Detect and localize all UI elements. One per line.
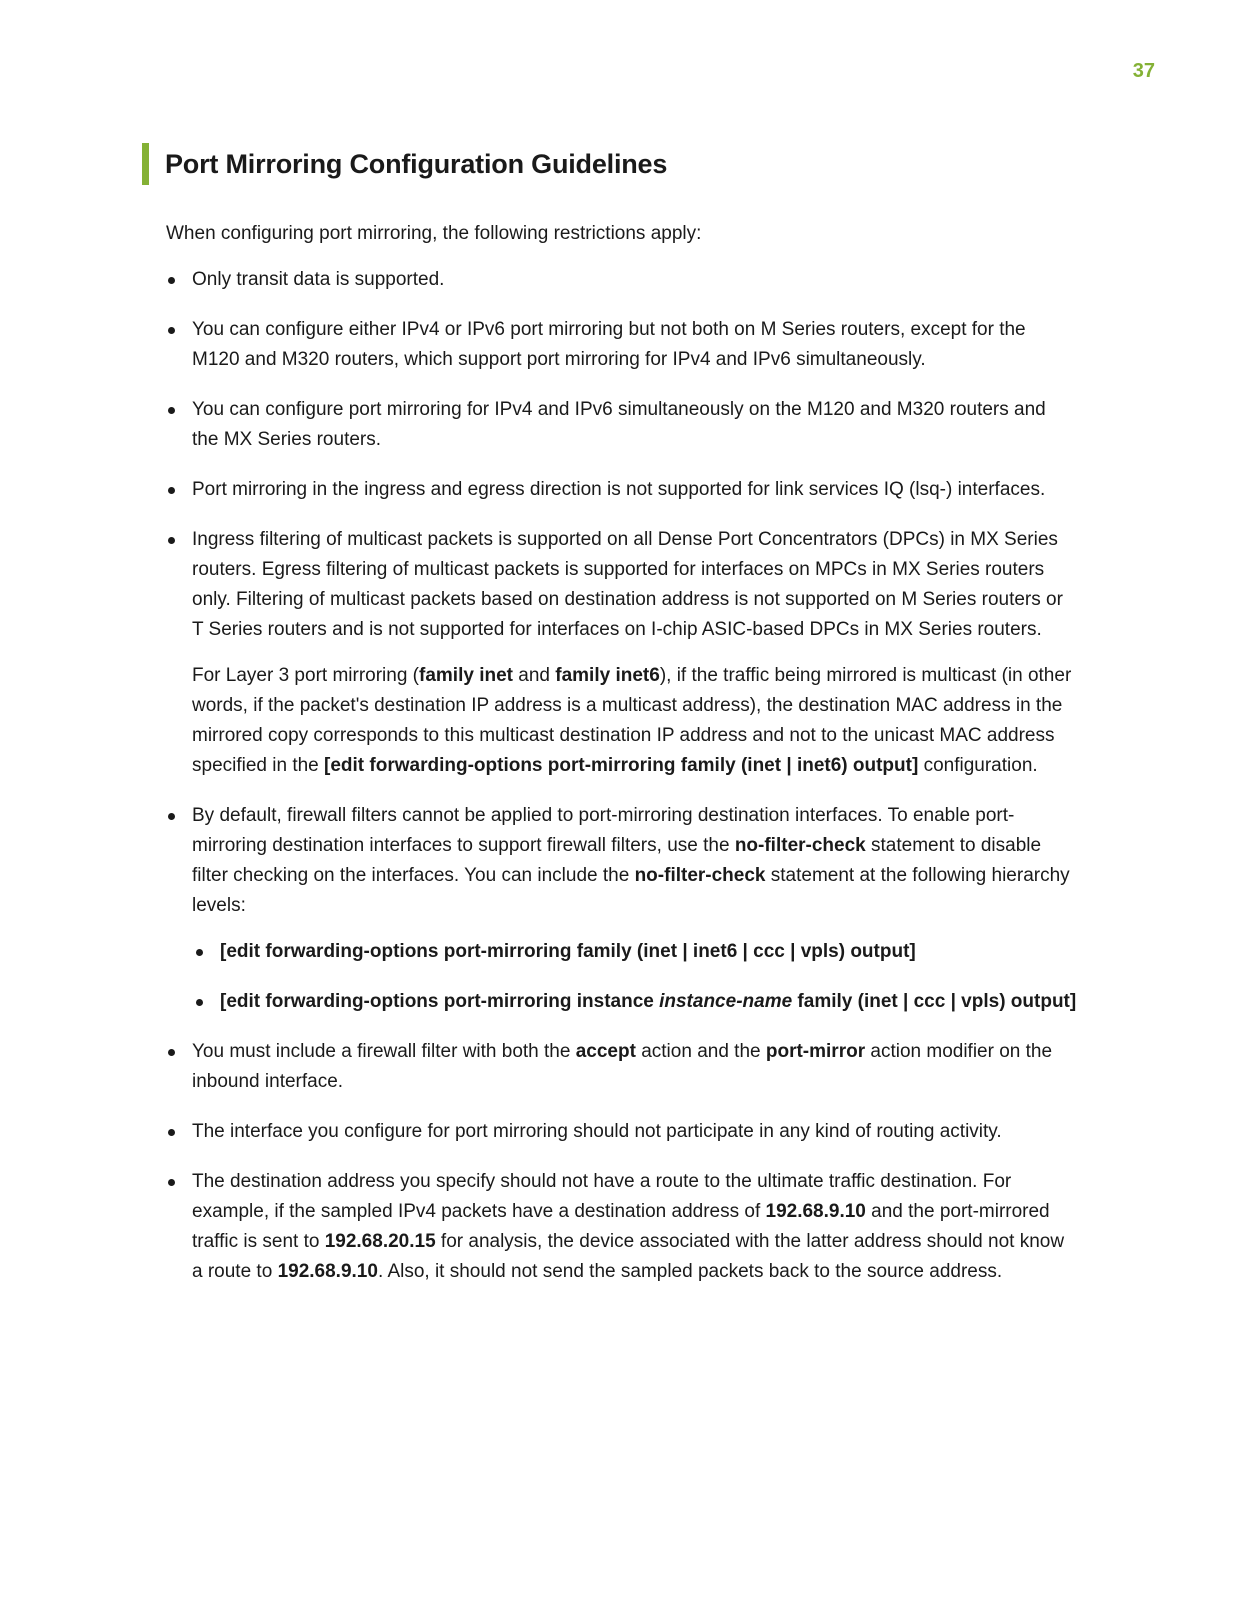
text-run: For Layer 3 port mirroring ( (192, 665, 420, 686)
list-item (166, 395, 1076, 455)
list-item (166, 801, 1076, 1017)
text-run: action and the (635, 1041, 766, 1062)
list-item-text: Ingress filtering of multicast packets is supported on all Dense Port Concentrators (DPCs) in MX Series routers. Egress filtering of multicast packets is supported for interfaces on MPCs in MX Series routers only. Filtering of multicast packets based on destination address is not supported on M Series routers or T Series routers and is not supported for interfaces on I-chip ASIC-based DPCs in MX Series routers. (192, 529, 1063, 640)
text-run: for analysis, the device associated with the latter address should not know a route to (192, 1231, 1065, 1282)
ip-address: 192.68.20.15 (324, 1231, 436, 1252)
list-item-text: Only transit data is supported. (192, 269, 445, 290)
restrictions-list (166, 265, 1076, 1287)
placeholder-variable: instance-name (659, 991, 793, 1012)
keyword: no-filter-check (634, 865, 766, 886)
section-heading (142, 143, 667, 185)
keyword: port-mirror (765, 1041, 866, 1062)
text-run: ), if the traffic being mirrored is multicast (in other words, if the packet's destination IP address is a multicast address), the destination MAC address in the mirrored copy corresponds to this multicast destination IP address and not to the unicast MAC address specified in the (192, 665, 1072, 776)
list-item (166, 315, 1076, 375)
list-item (166, 1037, 1076, 1097)
text-run: action modifier on the inbound interface. (192, 1041, 1053, 1092)
text-run: and the port-mirrored traffic is sent to (192, 1201, 1050, 1252)
list-item-text: Port mirroring in the ingress and egress direction is not supported for link services IQ (lsq-) interfaces. (192, 479, 1046, 500)
keyword: family inet6 (555, 665, 660, 686)
keyword: no-filter-check (734, 835, 866, 856)
config-statement: [edit forwarding-options port-mirroring family (inet | inet6 | ccc | vpls) output] (220, 941, 916, 962)
config-statement: family (inet | ccc | vpls) output] (792, 991, 1077, 1012)
hierarchy-levels-list (192, 937, 1076, 1017)
keyword: accept (575, 1041, 636, 1062)
list-item (166, 1117, 1076, 1147)
keyword: family inet (419, 665, 513, 686)
list-item (166, 525, 1076, 781)
text-run: The destination address you specify should not have a route to the ultimate traffic destination. For example, if the sampled IPv4 packets have a destination address of (192, 1171, 1012, 1222)
list-item-text: You can configure either IPv4 or IPv6 port mirroring but not both on M Series routers, except for the M120 and M320 routers, which support port mirroring for IPv4 and IPv6 simultaneously. (192, 319, 1026, 370)
list-item (166, 265, 1076, 295)
layer3-note-paragraph (192, 661, 1076, 781)
ip-address: 192.68.9.10 (765, 1201, 866, 1222)
text-run: . Also, it should not send the sampled packets back to the source address. (377, 1261, 1003, 1282)
intro-paragraph: When configuring port mirroring, the following restrictions apply: (166, 223, 702, 244)
text-run: and (513, 665, 556, 686)
list-item-text: The interface you configure for port mirroring should not participate in any kind of routing activity. (192, 1121, 1002, 1142)
list-item (166, 475, 1076, 505)
text-run: You must include a firewall filter with both the (192, 1041, 576, 1062)
text-run: statement at the following hierarchy levels: (192, 865, 1070, 916)
text-run: configuration. (918, 755, 1038, 776)
sub-list-item (192, 937, 1076, 967)
body-content (166, 219, 1076, 1307)
list-item-text: You can configure port mirroring for IPv4 and IPv6 simultaneously on the M120 and M320 routers and the MX Series routers. (192, 399, 1046, 450)
config-statement: [edit forwarding-options port-mirroring family (inet | inet6) output] (324, 755, 919, 776)
config-statement: [edit forwarding-options port-mirroring instance (220, 991, 660, 1012)
ip-address: 192.68.9.10 (277, 1261, 378, 1282)
page-number: 37 (1132, 60, 1155, 82)
text-run: statement to disable filter checking on the interfaces. You can include the (192, 835, 1042, 886)
heading-accent-bar (142, 143, 149, 185)
page-title: Port Mirroring Configuration Guidelines (165, 148, 668, 179)
sub-list-item (192, 987, 1076, 1017)
text-run: By default, firewall filters cannot be applied to port-mirroring destination interfaces. To enable port-mirroring destination interfaces to support firewall filters, use the (192, 805, 1015, 856)
list-item (166, 1167, 1076, 1287)
